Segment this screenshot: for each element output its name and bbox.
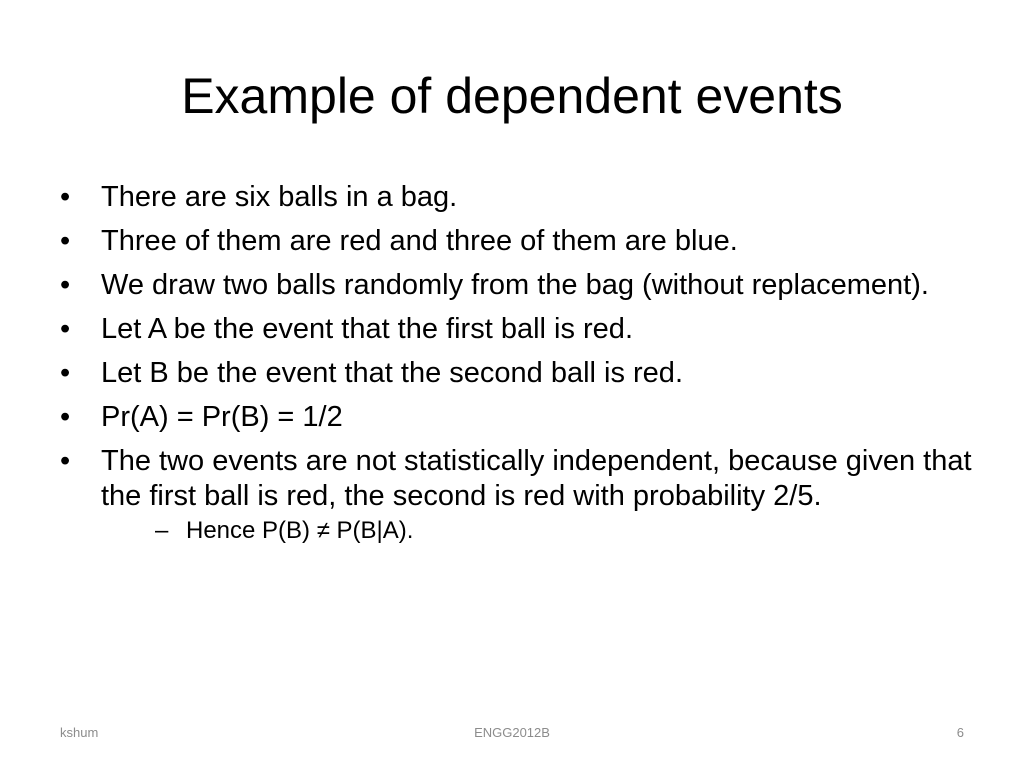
bullet-item (60, 444, 980, 546)
bullet-marker: • (60, 313, 71, 345)
bullet-text: We draw two balls randomly from the bag (without replacement). (101, 269, 929, 301)
bullet-marker: • (60, 357, 71, 389)
sub-bullet-item (155, 516, 980, 546)
sub-bullet-marker: – (155, 517, 169, 544)
footer-page-number: 6 (956, 725, 964, 740)
bullet-marker: • (60, 445, 71, 477)
bullet-item (60, 180, 980, 215)
footer-author: kshum (60, 725, 99, 740)
bullet-marker: • (60, 269, 71, 301)
bullet-item (60, 356, 980, 391)
bullet-item (60, 400, 980, 435)
bullet-text: Pr(A) = Pr(B) = 1/2 (101, 401, 343, 433)
sub-bullet-text: Hence P(B) ≠ P(B|A). (186, 517, 414, 544)
bullet-text: Three of them are red and three of them are blue. (101, 225, 738, 257)
bullet-item (60, 268, 980, 303)
bullet-item (60, 312, 980, 347)
bullet-text: There are six balls in a bag. (101, 181, 458, 213)
bullet-list (60, 180, 980, 555)
slide-title: Example of dependent events (181, 68, 843, 124)
bullet-text: Let B be the event that the second ball is red. (101, 357, 683, 389)
bullet-text: Let A be the event that the first ball is red. (101, 313, 633, 345)
bullet-text: The two events are not statistically independent, because given that the first ball is red, the second is red with probability 2/5. (101, 445, 972, 512)
bullet-item (60, 224, 980, 259)
footer-course: ENGG2012B (474, 725, 550, 740)
bullet-marker: • (60, 401, 71, 433)
bullet-marker: • (60, 181, 71, 213)
bullet-marker: • (60, 225, 71, 257)
